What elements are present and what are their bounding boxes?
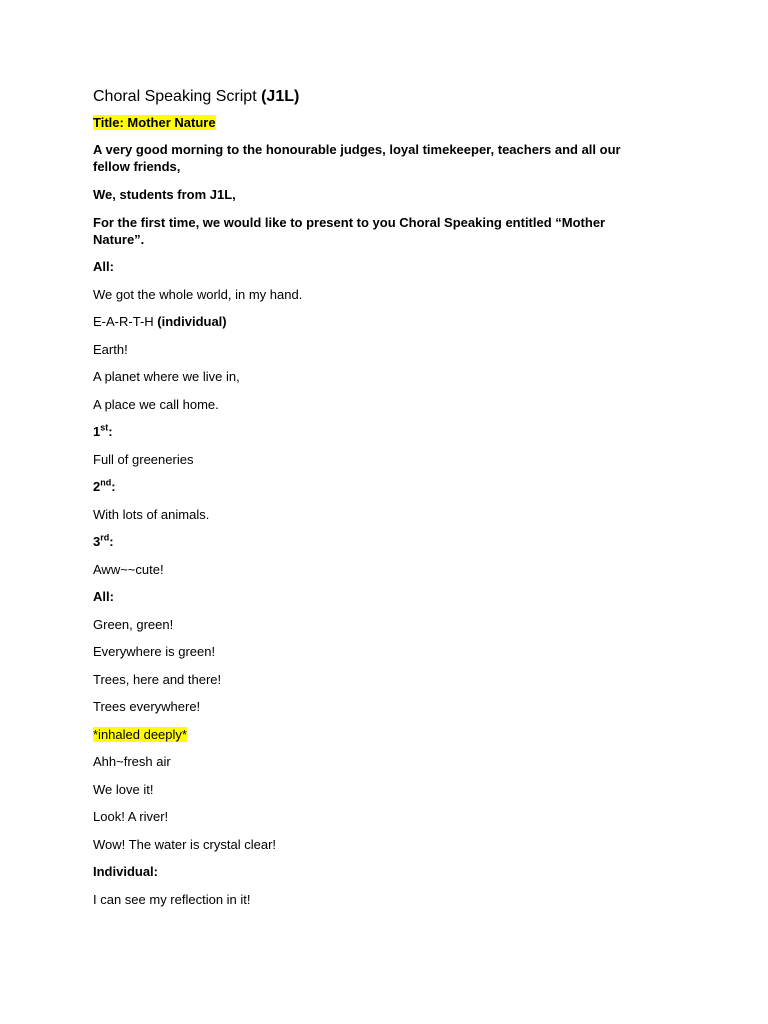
line-green-1: Green, green! — [93, 616, 174, 632]
document-page — [93, 86, 653, 908]
intro-block — [93, 141, 653, 175]
speaker-all-2: All: — [93, 589, 114, 604]
subtitle-line — [93, 114, 653, 131]
line-trees-1: Trees, here and there! — [93, 671, 222, 687]
students-line: We, students from J1L, — [93, 187, 236, 202]
line-river: Look! A river! — [93, 809, 169, 824]
speaker-second-colon: : — [111, 479, 116, 494]
line-love: We love it! — [93, 781, 154, 797]
line-animals: With lots of animals. — [93, 506, 210, 522]
line-earth: Earth! — [93, 341, 128, 357]
heading-text: Choral Speaking Script — [93, 88, 257, 105]
speaker-first — [93, 423, 653, 440]
line-fresh: Ahh~fresh air — [93, 754, 171, 769]
speaker-third — [93, 533, 653, 550]
speaker-first-colon: : — [108, 424, 113, 439]
line-earth-spell — [93, 313, 653, 330]
speaker-third-num: 3 — [93, 534, 101, 549]
speaker-third-sup: rd — [100, 532, 110, 543]
speaker-second — [93, 478, 653, 495]
speaker-individual: Individual: — [93, 864, 158, 879]
present-line-2: Nature”. — [93, 232, 145, 247]
line-reflection: I can see my reflection in it! — [93, 891, 251, 907]
speaker-second-sup: nd — [100, 477, 112, 488]
line-trees-2: Trees everywhere! — [93, 699, 201, 714]
line-greeneries: Full of greeneries — [93, 451, 194, 467]
line-green-2: Everywhere is green! — [93, 644, 216, 659]
speaker-first-num: 1 — [93, 424, 101, 439]
speaker-second-num: 2 — [93, 479, 101, 494]
document-heading — [93, 86, 653, 108]
heading-code: (J1L) — [261, 88, 300, 105]
line-world: We got the whole world, in my hand. — [93, 286, 303, 302]
earth-spell-note: (individual) — [157, 314, 227, 329]
present-line-1: For the first time, we would like to present to you Choral Speaking entitled “Mother — [93, 215, 606, 230]
intro-line-1: A very good morning to the honourable judges, loyal timekeeper, teachers and all our — [93, 142, 621, 157]
present-block — [93, 214, 653, 248]
subtitle-highlight: Title: Mother Nature — [93, 115, 216, 130]
line-cute: Aww~~cute! — [93, 561, 164, 577]
line-home: A place we call home. — [93, 396, 219, 412]
line-inhaled — [93, 726, 653, 743]
earth-spell-text: E-A-R-T-H — [93, 314, 154, 329]
speaker-third-colon: : — [109, 534, 114, 549]
inhaled-highlight: *inhaled deeply* — [93, 726, 187, 742]
line-water: Wow! The water is crystal clear! — [93, 836, 277, 852]
line-planet: A planet where we live in, — [93, 369, 240, 384]
intro-line-2: fellow friends, — [93, 159, 181, 174]
speaker-first-sup: st — [100, 422, 109, 433]
speaker-all-1: All: — [93, 259, 114, 274]
